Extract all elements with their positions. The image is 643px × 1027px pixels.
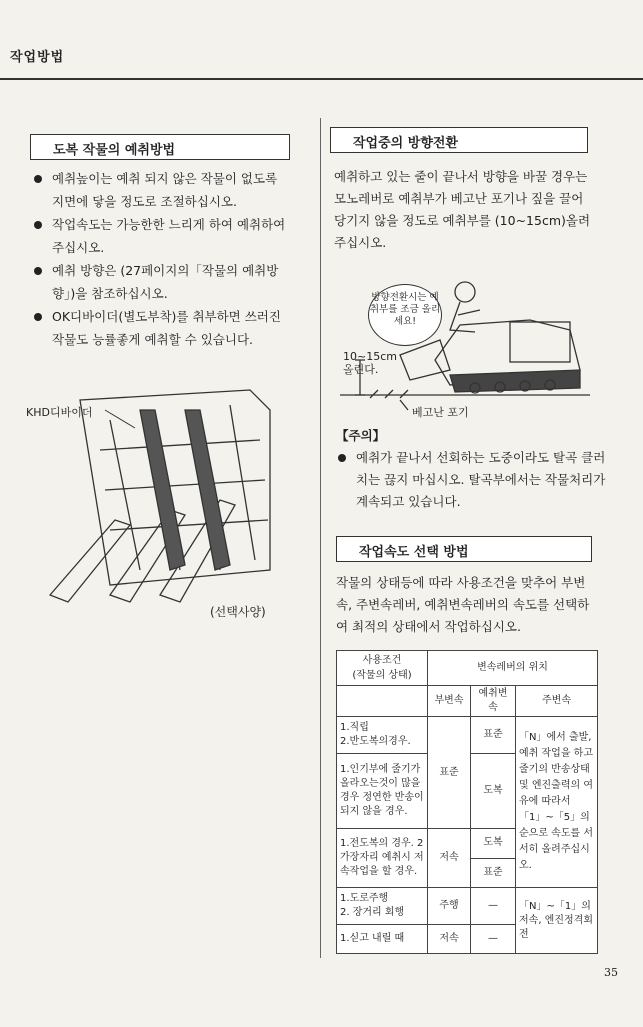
page-number: 35 <box>604 966 618 979</box>
table-cell: 1.직립 2.반도복의경우. <box>337 717 428 754</box>
caution-title: 【주의】 <box>336 428 386 443</box>
table-cell: 「N」~「1」의 저속, 엔진정격회전 <box>516 888 598 954</box>
optional-caption: (선택사양) <box>210 605 266 619</box>
th-cutting-speed: 예취변속 <box>471 686 516 717</box>
table-cell: 도복 <box>471 829 516 859</box>
table-cell: — <box>471 925 516 954</box>
table-header <box>337 651 428 686</box>
header-title: 작업방법 <box>10 50 65 65</box>
height-label: 10~15cm 올린다. <box>343 350 397 376</box>
table-cell: 표준 <box>471 858 516 888</box>
lodged-crops-bullets <box>32 168 292 352</box>
th-position: 변속레버의 위치 <box>428 651 598 686</box>
table-cell: 1.도로주행 2. 장거리 회행 <box>337 888 428 925</box>
table-cell: 도복 <box>471 754 516 829</box>
stubble-label: 베고난 포기 <box>412 406 469 419</box>
table-cell <box>337 686 428 717</box>
bullet-item: OK디바이더(별도부착)를 취부하면 쓰러진 작물도 능률좋게 예취할 수 있습니다. <box>32 306 292 351</box>
speech-bubble: 방향전환시는 예취부를 조금 올리세요! <box>368 284 442 346</box>
table-cell: 저속 <box>428 829 471 888</box>
direction-change-text: 예취하고 있는 줄이 끝나서 방향을 바꿀 경우는 모노레버로 예취부가 베고난 포기나 짚을 끌어 당기지 않을 정도로 예취부를 (10~15cm)올려 주십시오. <box>334 169 591 250</box>
th-sub-speed: 부변속 <box>428 686 471 717</box>
speed-table <box>336 650 598 954</box>
table-cell: 1.전도복의 경우. 2 가장자리 예취시 저속작업을 할 경우. <box>337 829 428 888</box>
table-cell: 주행 <box>428 888 471 925</box>
table-cell: 저속 <box>428 925 471 954</box>
caution-text: 예취가 끝나서 선회하는 도중이라도 탈곡 클러치는 끊지 마십시오. 탈곡부에서는 작물처리가 계속되고 있습니다. <box>336 447 614 513</box>
th-main-speed: 주변속 <box>516 686 598 717</box>
bullet-item: 작업속도는 가능한한 느리게 하여 예취하여 주십시오. <box>32 214 292 259</box>
header-rule <box>0 78 643 80</box>
table-cell: — <box>471 888 516 925</box>
section-title-lodged-crops: 도복 작물의 예취방법 <box>30 134 290 160</box>
khd-divider-label: KHD디바이더 <box>26 406 93 419</box>
speed-select-text: 작물의 상태등에 따라 사용조건을 맞추어 부변속, 주변속레버, 예취변속레버의 속도를 선택하여 최적의 상태에서 작업하십시오. <box>336 575 590 634</box>
table-cell: 1.싣고 내릴 때 <box>337 925 428 954</box>
table-cell: 표준 <box>428 717 471 829</box>
table-cell: 1.인기부에 줄기가 올라오는것이 많을경우 정연한 반송이 되지 않을 경우. <box>337 754 428 829</box>
bullet-item: 예취 방향은 (27페이지의「작물의 예취방향」)을 참조하십시오. <box>32 260 292 305</box>
th-condition-sub: (작물의 상태) <box>352 670 412 681</box>
section-title-direction-change: 작업중의 방향전환 <box>330 127 588 153</box>
table-cell: 「N」에서 출발, 예취 작업을 하고 줄기의 반송상태 및 엔진출력의 여유에 따라서 「1」~「5」의 순으로 속도를 서서히 올려주십시오. <box>516 717 598 888</box>
column-divider <box>320 118 321 958</box>
table-cell: 표준 <box>471 717 516 754</box>
th-condition: 사용조건 <box>362 655 402 666</box>
bullet-item: 예취높이는 예취 되지 않은 작물이 없도록 지면에 닿을 정도로 조절하십시오. <box>32 168 292 213</box>
section-title-speed-select: 작업속도 선택 방법 <box>336 536 592 562</box>
